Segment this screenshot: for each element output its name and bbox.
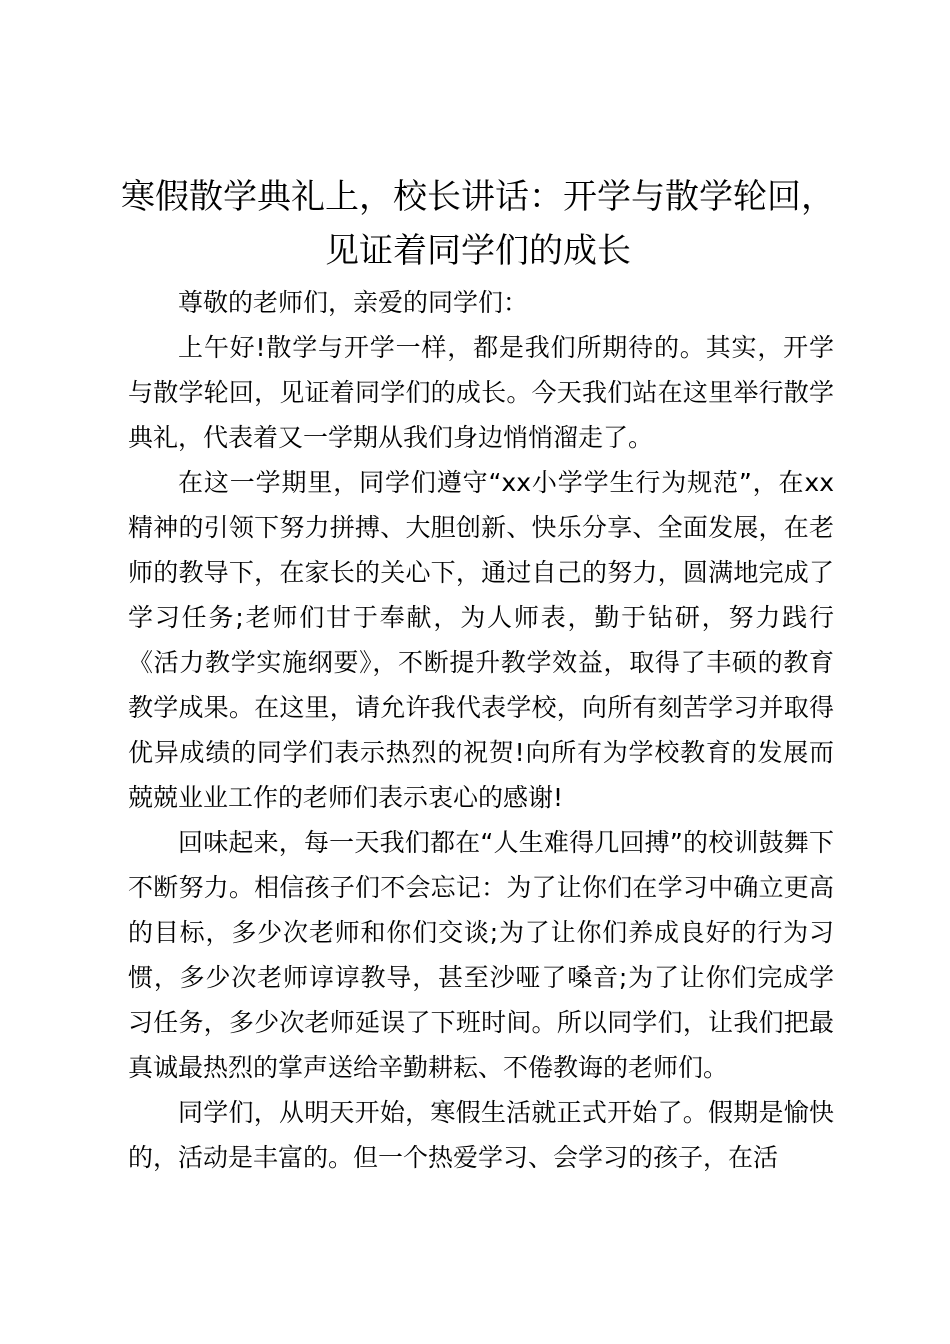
paragraph-1: 上午好!散学与开学一样，都是我们所期待的。其实，开学与散学轮回，见证着同学们的成长。今天我们站在这里举行散学典礼，代表着又一学期从我们身边悄悄溜走了。: [128, 333, 834, 452]
document-title: 寒假散学典礼上，校长讲话：开学与散学轮回，见证着同学们的成长: [121, 177, 835, 271]
greeting-line: 尊敬的老师们，亲爱的同学们：: [178, 288, 529, 317]
paragraph-3: 回味起来，每一天我们都在“人生难得几回搏”的校训鼓舞下不断努力。相信孩子们不会忘记：为了让你们在学习中确立更高的目标，多少次老师和你们交谈;为了让你们养成良好的行为习惯，多少次老师谆谆教导，甚至沙哑了嗓音;为了让你们完成学习任务，多少次老师延误了下班时间。所以同学们，让我们把最真诚最热烈的掌声送给辛勤耕耘、不倦教诲的老师们。: [128, 828, 834, 1082]
document-body: [128, 280, 834, 1180]
paragraph-2: 在这一学期里，同学们遵守“xx小学学生行为规范”，在xx精神的引领下努力拼搏、大胆创新、快乐分享、全面发展，在老师的教导下，在家长的关心下，通过自己的努力，圆满地完成了学习任务;老师们甘于奉献，为人师表，勤于钻研，努力践行《活力教学实施纲要》，不断提升教学效益，取得了丰硕的教育教学成果。在这里，请允许我代表学校，向所有刻苦学习并取得优异成绩的同学们表示热烈的祝贺!向所有为学校教育的发展而兢兢业业工作的老师们表示衷心的感谢!: [128, 468, 834, 812]
paragraph-4: 同学们，从明天开始，寒假生活就正式开始了。假期是愉快的，活动是丰富的。但一个热爱学习、会学习的孩子，在活: [128, 1098, 834, 1172]
